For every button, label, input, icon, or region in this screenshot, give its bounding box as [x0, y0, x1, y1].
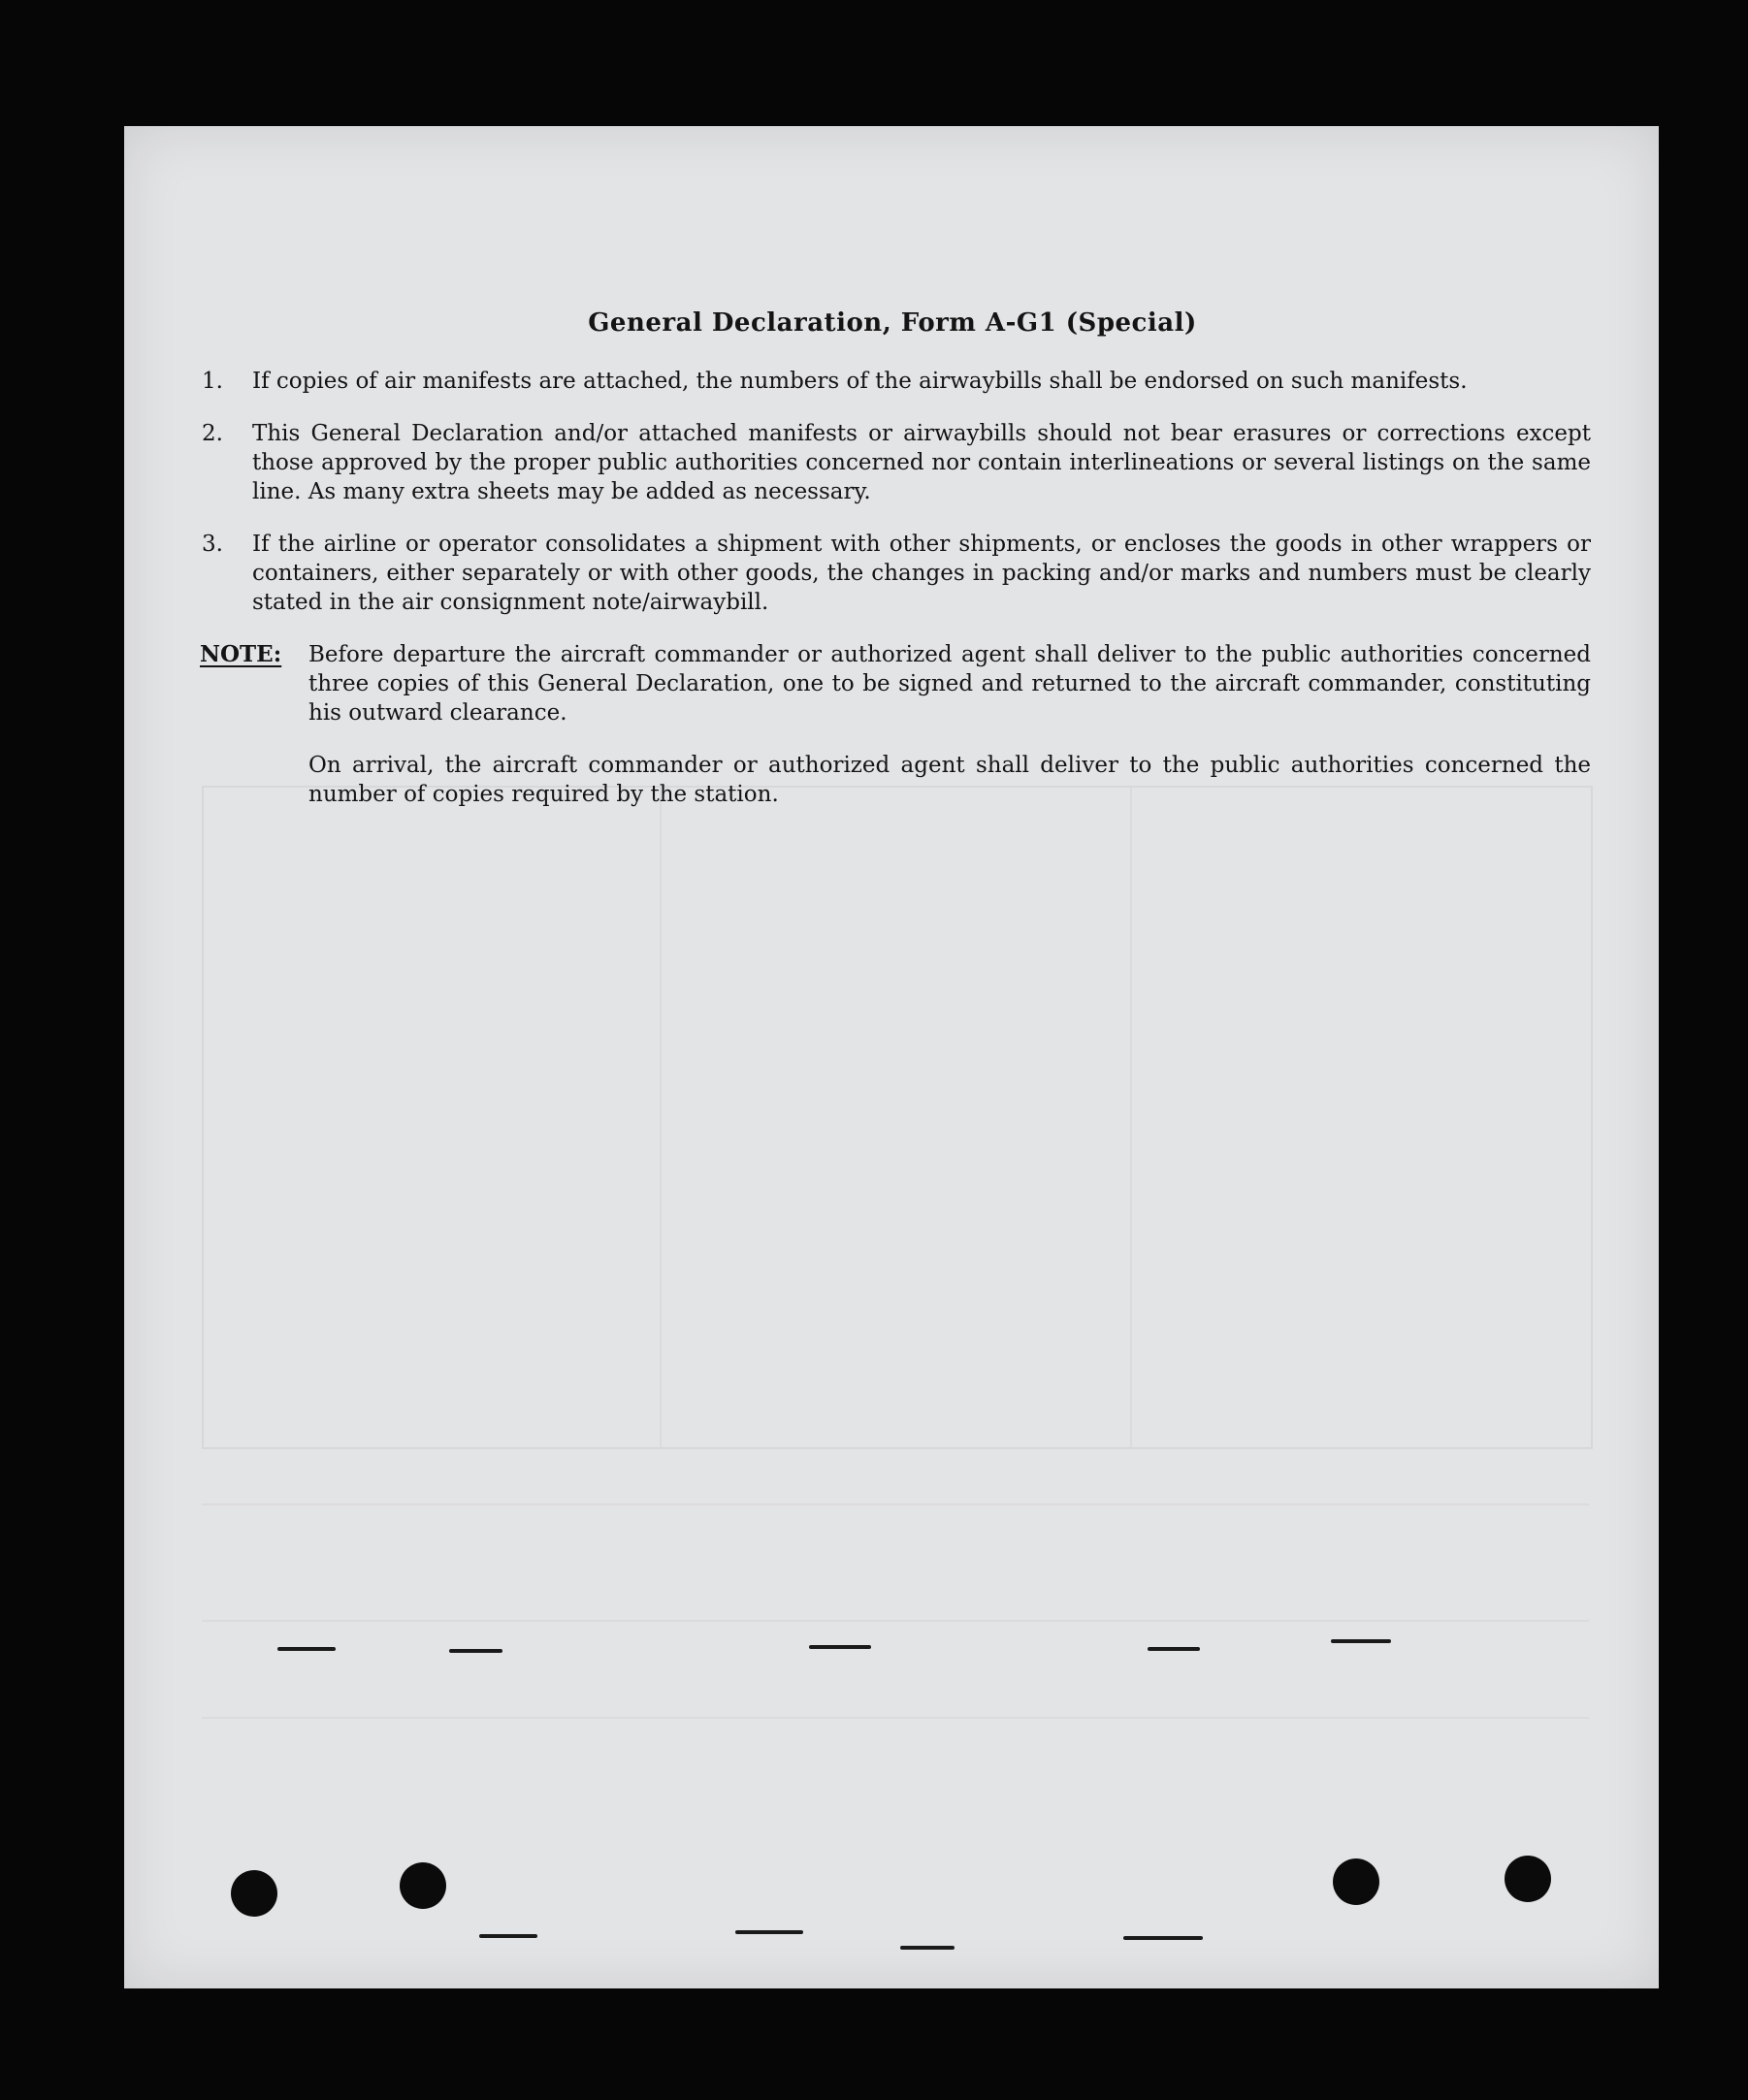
item-number: 2. — [202, 421, 223, 446]
punch-hole — [1505, 1856, 1551, 1902]
bleed-through-rule — [202, 1503, 1589, 1505]
staple-mark — [1123, 1936, 1203, 1940]
staple-mark — [277, 1647, 336, 1651]
staple-mark — [449, 1649, 502, 1653]
bleed-through-form-grid — [202, 786, 1593, 1449]
note-section — [194, 640, 1591, 832]
punch-hole — [1333, 1858, 1379, 1905]
staple-mark — [900, 1946, 955, 1950]
page-title: General Declaration, Form A-G1 (Special) — [588, 308, 1197, 338]
note-label-text: NOTE: — [200, 641, 282, 667]
staple-mark — [479, 1934, 537, 1938]
bleed-through-rule — [202, 1620, 1589, 1622]
item-number: 1. — [202, 369, 223, 394]
note-body — [308, 640, 1591, 832]
instructions-text — [194, 308, 1591, 832]
note-paragraph-arrival: On arrival, the aircraft commander or authorized agent shall deliver to the public authorities concerned the number of copies required by the station. — [308, 753, 1591, 807]
punch-hole — [231, 1870, 277, 1917]
item-text: This General Declaration and/or attached manifests or airwaybills should not bear erasures or corrections except those approved by the proper public authorities concerned nor contain interlineations or several listings on the same line. As many extra sheets may be added as necessary. — [252, 421, 1591, 504]
item-number: 3. — [202, 532, 223, 557]
instruction-item — [194, 419, 1591, 506]
staple-mark — [1148, 1647, 1200, 1651]
staple-mark — [1331, 1639, 1391, 1643]
bleed-through-rule — [202, 1717, 1589, 1719]
note-paragraph-departure: Before departure the aircraft commander or authorized agent shall deliver to the public authorities concerned three copies of this General Declaration, one to be signed and returned to the aircraft commander, constituting his outward clearance. — [308, 642, 1591, 726]
bleed-through-divider — [1130, 788, 1132, 1447]
note-label — [194, 640, 308, 832]
instruction-item — [194, 367, 1591, 396]
item-text: If the airline or operator consolidates a shipment with other shipments, or encloses the goods in other wrappers or containers, either separately or with other goods, the changes in packing and/or marks and numbers must be clearly stated in the air consignment note/airwaybill. — [252, 532, 1591, 615]
instruction-item — [194, 530, 1591, 617]
bleed-through-divider — [660, 788, 662, 1447]
staple-mark — [735, 1930, 803, 1934]
item-text: If copies of air manifests are attached, the numbers of the airwaybills shall be endorsed on such manifests. — [252, 369, 1468, 394]
staple-mark — [809, 1645, 871, 1649]
punch-hole — [400, 1862, 446, 1909]
document-sheet — [124, 126, 1659, 1988]
